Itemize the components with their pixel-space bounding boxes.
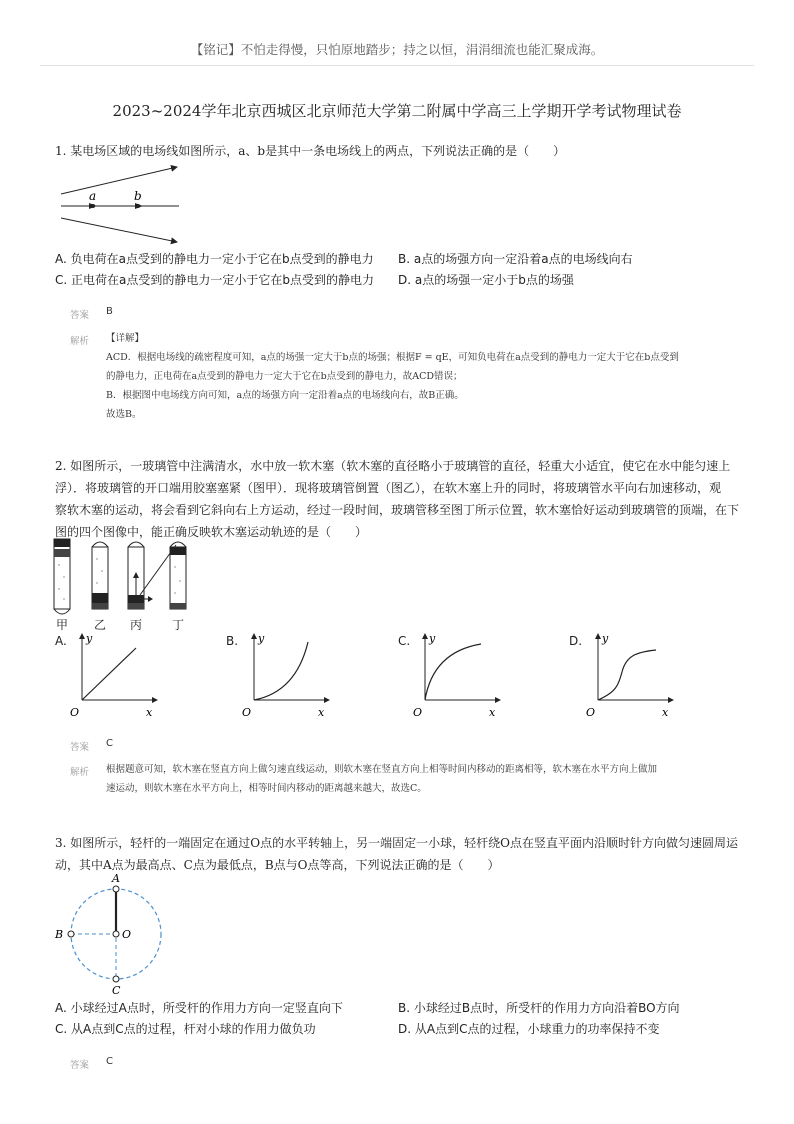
graph-a-trajectory xyxy=(82,648,136,700)
label-O: O xyxy=(122,928,132,941)
q2-analysis-line: 速运动，则软木塞在水平方向上，相等时间内移动的距离越来越大，故选C。 xyxy=(106,783,427,794)
graph-c-origin-label: O xyxy=(413,706,423,719)
graph-c-y-label: y xyxy=(429,632,436,645)
graph-b-origin-label: O xyxy=(242,706,252,719)
q1-analysis-label: 解析 xyxy=(70,336,90,347)
q1-analysis xyxy=(106,329,736,424)
label-a: a xyxy=(89,189,97,203)
graph-c-trajectory xyxy=(425,644,481,700)
q2-answer-label: 答案 xyxy=(70,742,90,753)
graph-a-label[interactable]: A. xyxy=(55,634,67,648)
q2-stem-line: 察软木塞的运动，将会看到它斜向右上方运动，经过一段时间，玻璃管移至图丁所示位置，软木塞恰好运动到玻璃管的顶端，在下 xyxy=(55,503,740,517)
tube-label-jia: 甲 xyxy=(56,618,69,632)
q2-analysis xyxy=(106,760,736,798)
point-a-ball xyxy=(113,886,119,892)
q1-analysis-line: B．根据图中电场线方向可知，a点的场强方向一定沿着a点的电场线向右，故B正确。 xyxy=(106,390,464,401)
graph-c-x-label: x xyxy=(489,706,496,719)
field-line-bottom xyxy=(61,218,177,242)
label-A: A xyxy=(112,872,120,885)
motto-header: 【铭记】不怕走得慢，只怕原地踏步；持之以恒，涓涓细流也能汇聚成海。 xyxy=(190,42,604,57)
q1-answer: B xyxy=(106,306,113,317)
graph-d-label[interactable]: D. xyxy=(569,634,583,648)
q1-analysis-line: ACD．根据电场线的疏密程度可知，a点的场强一定大于b点的场强；根据F = qE，可知负电荷在a点受到的静电力一定大于它在b点受到 xyxy=(106,352,679,363)
q3-option-b[interactable]: B. 小球经过B点时，所受杆的作用力方向沿着BO方向 xyxy=(398,1001,680,1015)
field-line-top xyxy=(61,167,177,194)
graph-d-x-label: x xyxy=(662,706,669,719)
q3-answer-label: 答案 xyxy=(70,1060,90,1071)
tube-label-bing: 丙 xyxy=(130,618,143,632)
graph-a-y-label: y xyxy=(86,632,93,645)
graph-c xyxy=(413,630,503,720)
q3-option-c[interactable]: C. 从A点到C点的过程，杆对小球的作用力做负功 xyxy=(55,1022,316,1036)
graph-c-label[interactable]: C. xyxy=(398,634,411,648)
q1-option-b[interactable]: B. a点的场强方向一定沿着a点的电场线向右 xyxy=(398,252,633,266)
graph-b-trajectory xyxy=(254,642,308,700)
point-c-mark xyxy=(113,976,119,982)
q1-analysis-line: 的静电力，正电荷在a点受到的静电力一定大于它在b点受到的静电力，故ACD错误； xyxy=(106,371,463,382)
tube-yi xyxy=(92,542,108,609)
tube-ding xyxy=(170,542,186,609)
q1-analysis-line: 故选B。 xyxy=(106,409,142,420)
q3-answer: C xyxy=(106,1056,113,1067)
graph-d-origin-label: O xyxy=(586,706,596,719)
tube-jia xyxy=(54,539,70,614)
point-b xyxy=(136,204,140,208)
q3-circle-figure xyxy=(52,872,172,997)
q2-stem-line: 2. 如图所示，一玻璃管中注满清水，水中放一软木塞（软木塞的直径略小于玻璃管的直径，轻重大小适宜，使它在水中能匀速上 xyxy=(55,459,731,473)
q3-stem-line: 动，其中A点为最高点、C点为最低点，B点与O点等高，下列说法正确的是（ ） xyxy=(55,858,500,872)
header-divider xyxy=(40,65,754,66)
q3-stem xyxy=(55,832,745,876)
q3-stem-line: 3. 如图所示，轻杆的一端固定在通过O点的水平转轴上，另一端固定一小球，轻杆绕O点在竖直平面内沿顺时针方向做匀速圆周运 xyxy=(55,836,738,850)
label-b: b xyxy=(134,189,142,203)
tube-label-yi: 乙 xyxy=(94,618,107,632)
q2-answer: C xyxy=(106,738,113,749)
graph-d-y-label: y xyxy=(602,632,609,645)
graph-a-x-label: x xyxy=(146,706,153,719)
q1-answer-label: 答案 xyxy=(70,310,90,321)
q3-option-a[interactable]: A. 小球经过A点时，所受杆的作用力方向一定竖直向下 xyxy=(55,1001,343,1015)
q1-option-c[interactable]: C. 正电荷在a点受到的静电力一定小于它在b点受到的静电力 xyxy=(55,273,374,287)
graph-b-label[interactable]: B. xyxy=(226,634,239,648)
graph-a xyxy=(70,630,160,720)
q2-analysis-line: 根据题意可知，软木塞在竖直方向上做匀速直线运动，则软木塞在竖直方向上相等时间内移动的距离相等，软木塞在水平方向上做加 xyxy=(106,764,658,775)
q1-stem: 1. 某电场区域的电场线如图所示，a、b是其中一条电场线上的两点，下列说法正确的是（ ） xyxy=(55,144,566,158)
point-a xyxy=(91,204,95,208)
q2-stem-line: 浮）．将玻璃管的开口端用胶塞塞紧（图甲）．现将玻璃管倒置（图乙），在软木塞上升的同时，将玻璃管水平向右加速移动，观 xyxy=(55,481,722,495)
q2-stem xyxy=(55,455,745,543)
tube-bing xyxy=(128,542,176,609)
q1-field-lines-figure xyxy=(55,162,195,247)
tube-label-ding: 丁 xyxy=(172,618,185,632)
label-C: C xyxy=(112,984,121,997)
page-title: 2023~2024学年北京西城区北京师范大学第二附属中学高三上学期开学考试物理试卷 xyxy=(112,102,682,120)
graph-d xyxy=(586,630,676,720)
graph-a-origin-label: O xyxy=(70,706,80,719)
q3-option-d[interactable]: D. 从A点到C点的过程，小球重力的功率保持不变 xyxy=(398,1022,660,1036)
pivot-o xyxy=(113,931,119,937)
q1-analysis-line: 【详解】 xyxy=(106,333,145,344)
q1-option-d[interactable]: D. a点的场强一定小于b点的场强 xyxy=(398,273,574,287)
q2-analysis-label: 解析 xyxy=(70,767,90,778)
graph-d-trajectory xyxy=(598,650,656,700)
q1-option-a[interactable]: A. 负电荷在a点受到的静电力一定小于它在b点受到的静电力 xyxy=(55,252,374,266)
graph-b-x-label: x xyxy=(318,706,325,719)
point-b-mark xyxy=(68,931,74,937)
graph-b-y-label: y xyxy=(258,632,265,645)
graph-b xyxy=(242,630,332,720)
q2-stem-line: 图的四个图像中，能正确反映软木塞运动轨迹的是（ ） xyxy=(55,525,368,539)
label-B: B xyxy=(55,928,64,941)
